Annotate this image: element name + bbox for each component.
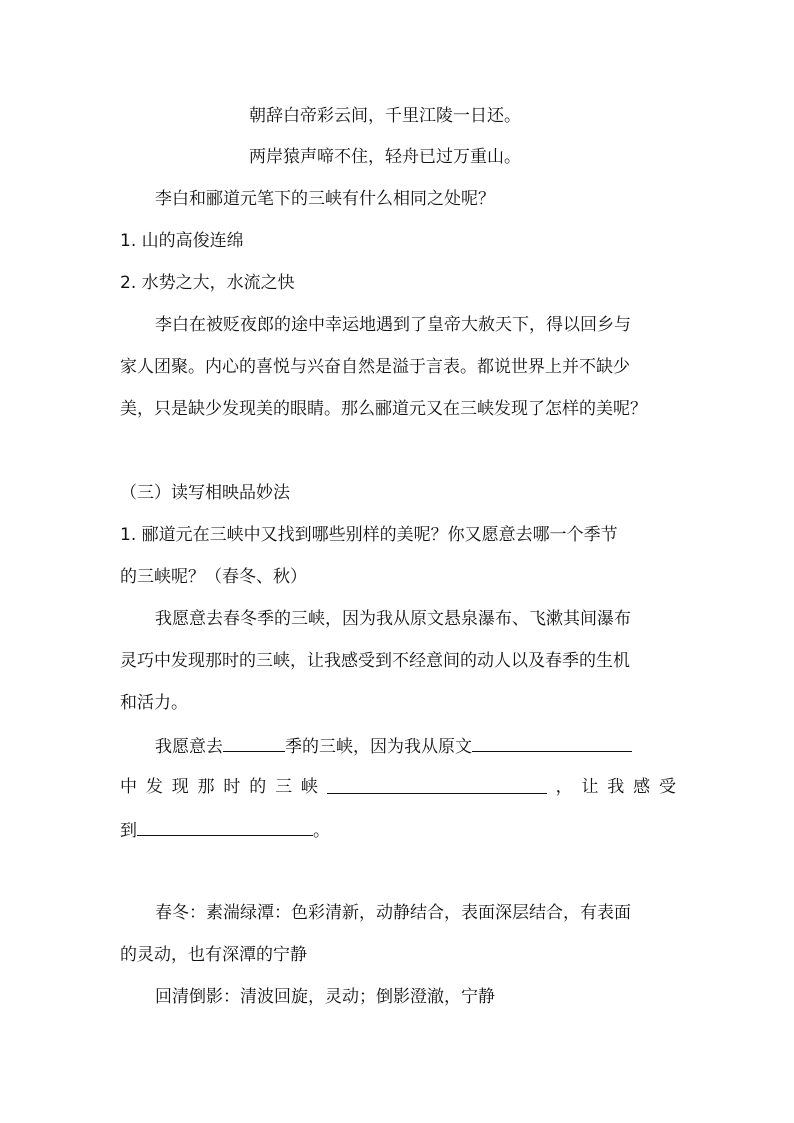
fill-line-2 — [120, 775, 676, 799]
fill-blank-season[interactable] — [223, 733, 285, 752]
paragraph-libai-line-1: 李白在被贬夜郎的途中幸运地遇到了皇帝大赦天下，得以回乡与 — [155, 315, 631, 335]
fill-comma: ， — [555, 777, 573, 797]
fill-text-1: 我愿意去 — [155, 737, 223, 757]
fill-text-4: 到 — [120, 821, 137, 841]
fill-char: 中 — [120, 777, 137, 797]
fill-line-1 — [155, 733, 632, 759]
note-1-line-2: 的灵动，也有深潭的宁静 — [120, 945, 307, 965]
fill-char: 让 — [581, 777, 599, 797]
fill-blank-original-text[interactable] — [472, 733, 632, 752]
poem-line-1: 朝辞白帝彩云间，千里江陵一日还。 — [249, 106, 521, 126]
answer-item-1: 1. 山的高俊连绵 — [120, 231, 244, 251]
paragraph-libai-line-2: 家人团聚。内心的喜悦与兴奋自然是溢于言表。都说世界上并不缺少 — [120, 357, 630, 377]
poem-line-2: 两岸猿声啼不住，轻舟已过万重山。 — [249, 147, 521, 167]
section-question-line-1: 1. 郦道元在三峡中又找到哪些别样的美呢？你又愿意去哪一个季节 — [120, 525, 618, 545]
fill-char: 三 — [275, 777, 293, 797]
fill-char: 我 — [607, 777, 625, 797]
section-question-line-2: 的三峡呢？（春冬、秋） — [120, 567, 307, 587]
example-line-3: 和活力。 — [120, 693, 188, 713]
fill-char: 时 — [223, 777, 241, 797]
fill-blank-scene[interactable] — [327, 775, 547, 794]
answer-item-2: 2. 水势之大，水流之快 — [120, 273, 295, 293]
section-heading: （三）读写相映品妙法 — [120, 483, 290, 503]
note-1-line-1: 春冬：素湍绿潭：色彩清新，动静结合，表面深层结合，有表面 — [155, 903, 631, 923]
fill-text-5: 。 — [313, 821, 330, 841]
fill-char: 现 — [171, 777, 189, 797]
fill-char: 受 — [658, 777, 676, 797]
fill-text-2: 季的三峡，因为我从原文 — [285, 737, 472, 757]
fill-char: 那 — [197, 777, 215, 797]
fill-char: 感 — [633, 777, 651, 797]
example-line-2: 灵巧中发现那时的三峡，让我感受到不经意间的动人以及春季的生机 — [120, 651, 630, 671]
note-2: 回清倒影：清波回旋，灵动；倒影澄澈，宁静 — [155, 987, 495, 1007]
fill-line-3 — [120, 817, 330, 843]
fill-blank-feeling[interactable] — [137, 817, 313, 836]
fill-char: 峡 — [300, 777, 318, 797]
paragraph-libai-line-3: 美，只是缺少发现美的眼睛。那么郦道元又在三峡发现了怎样的美呢？ — [120, 399, 647, 419]
fill-char: 的 — [249, 777, 267, 797]
example-line-1: 我愿意去春冬季的三峡，因为我从原文悬泉瀑布、飞漱其间瀑布 — [155, 609, 631, 629]
fill-char: 发 — [145, 777, 163, 797]
question-similarity: 李白和郦道元笔下的三峡有什么相同之处呢？ — [155, 189, 495, 209]
